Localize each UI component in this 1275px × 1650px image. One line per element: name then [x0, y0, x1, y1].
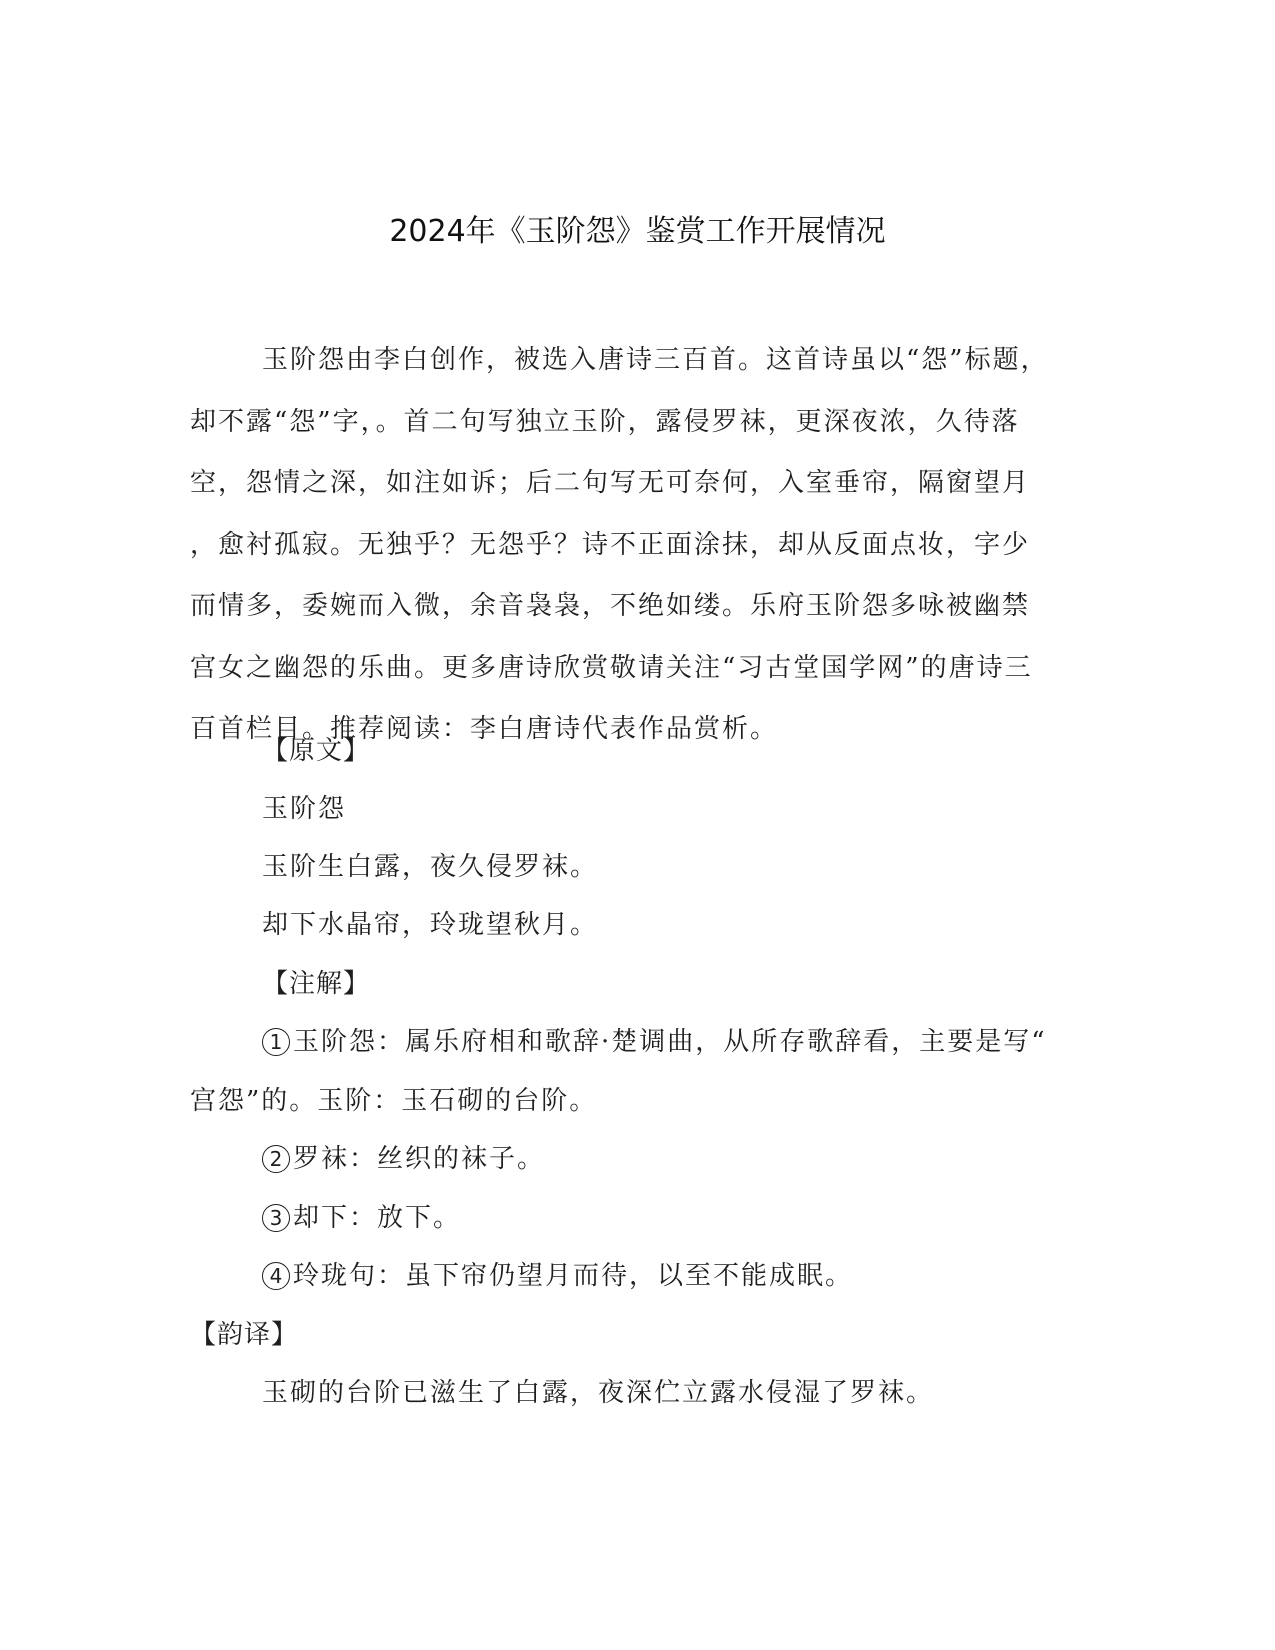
note-item [190, 1198, 1162, 1238]
poem-title: 玉阶怨 [262, 794, 347, 824]
intro-line: 百首栏目。推荐阅读：李白唐诗代表作品赏析。 [190, 714, 779, 744]
circled-number-4: 4 [262, 1262, 290, 1290]
circled-number-3: 3 [262, 1204, 290, 1232]
poem-line: 玉阶生白露，夜久侵罗袜。 [262, 852, 599, 882]
circled-number-2: 2 [262, 1145, 290, 1173]
intro-line: 空，怨情之深，如注如诉；后二句写无可奈何，入室垂帘，隔窗望月 [190, 468, 1031, 498]
circled-number-1: 1 [262, 1028, 290, 1056]
translation-line: 玉砌的台阶已滋生了白露，夜深伫立露水侵湿了罗袜。 [262, 1378, 935, 1408]
intro-line: ，愈衬孤寂。无独乎？无怨乎？诗不正面涂抹，却从反面点妆，字少 [190, 529, 1031, 560]
note-item [190, 1256, 1162, 1296]
intro-line: 而情多，委婉而入微，余音袅袅，不绝如缕。乐府玉阶怨多咏被幽禁 [190, 591, 1031, 621]
intro-line: 玉阶怨由李白创作，被选入唐诗三百首。这首诗虽以“怨”标题， [262, 345, 1049, 375]
original-heading: 【原文】 [262, 736, 371, 766]
intro-paragraph [190, 330, 1070, 761]
note-text: 却下：放下。 [293, 1203, 462, 1233]
note-item [190, 1022, 1162, 1062]
notes-heading: 【注解】 [262, 969, 371, 999]
note-text: 玉阶怨：属乐府相和歌辞·楚调曲，从所存歌辞看，主要是写“ [293, 1027, 1047, 1057]
note-continuation: 宫怨”的。玉阶：玉石砌的台阶。 [190, 1086, 598, 1116]
note-text: 罗袜：丝织的袜子。 [293, 1144, 546, 1174]
intro-line: 却不露“怨”字，。首二句写独立玉阶，露侵罗袜，更深夜浓，久待落 [190, 406, 1020, 437]
poem-line: 却下水晶帘，玲珑望秋月。 [262, 910, 599, 940]
translation-heading: 【韵译】 [190, 1320, 299, 1350]
document-title: 2024年《玉阶怨》鉴赏工作开展情况 [389, 214, 886, 249]
intro-line: 宫女之幽怨的乐曲。更多唐诗欣赏敬请关注“习古堂国学网”的唐诗三 [190, 652, 1033, 683]
note-text: 玲珑句：虽下帘仍望月而待，以至不能成眠。 [293, 1261, 854, 1291]
note-item [190, 1139, 1162, 1179]
